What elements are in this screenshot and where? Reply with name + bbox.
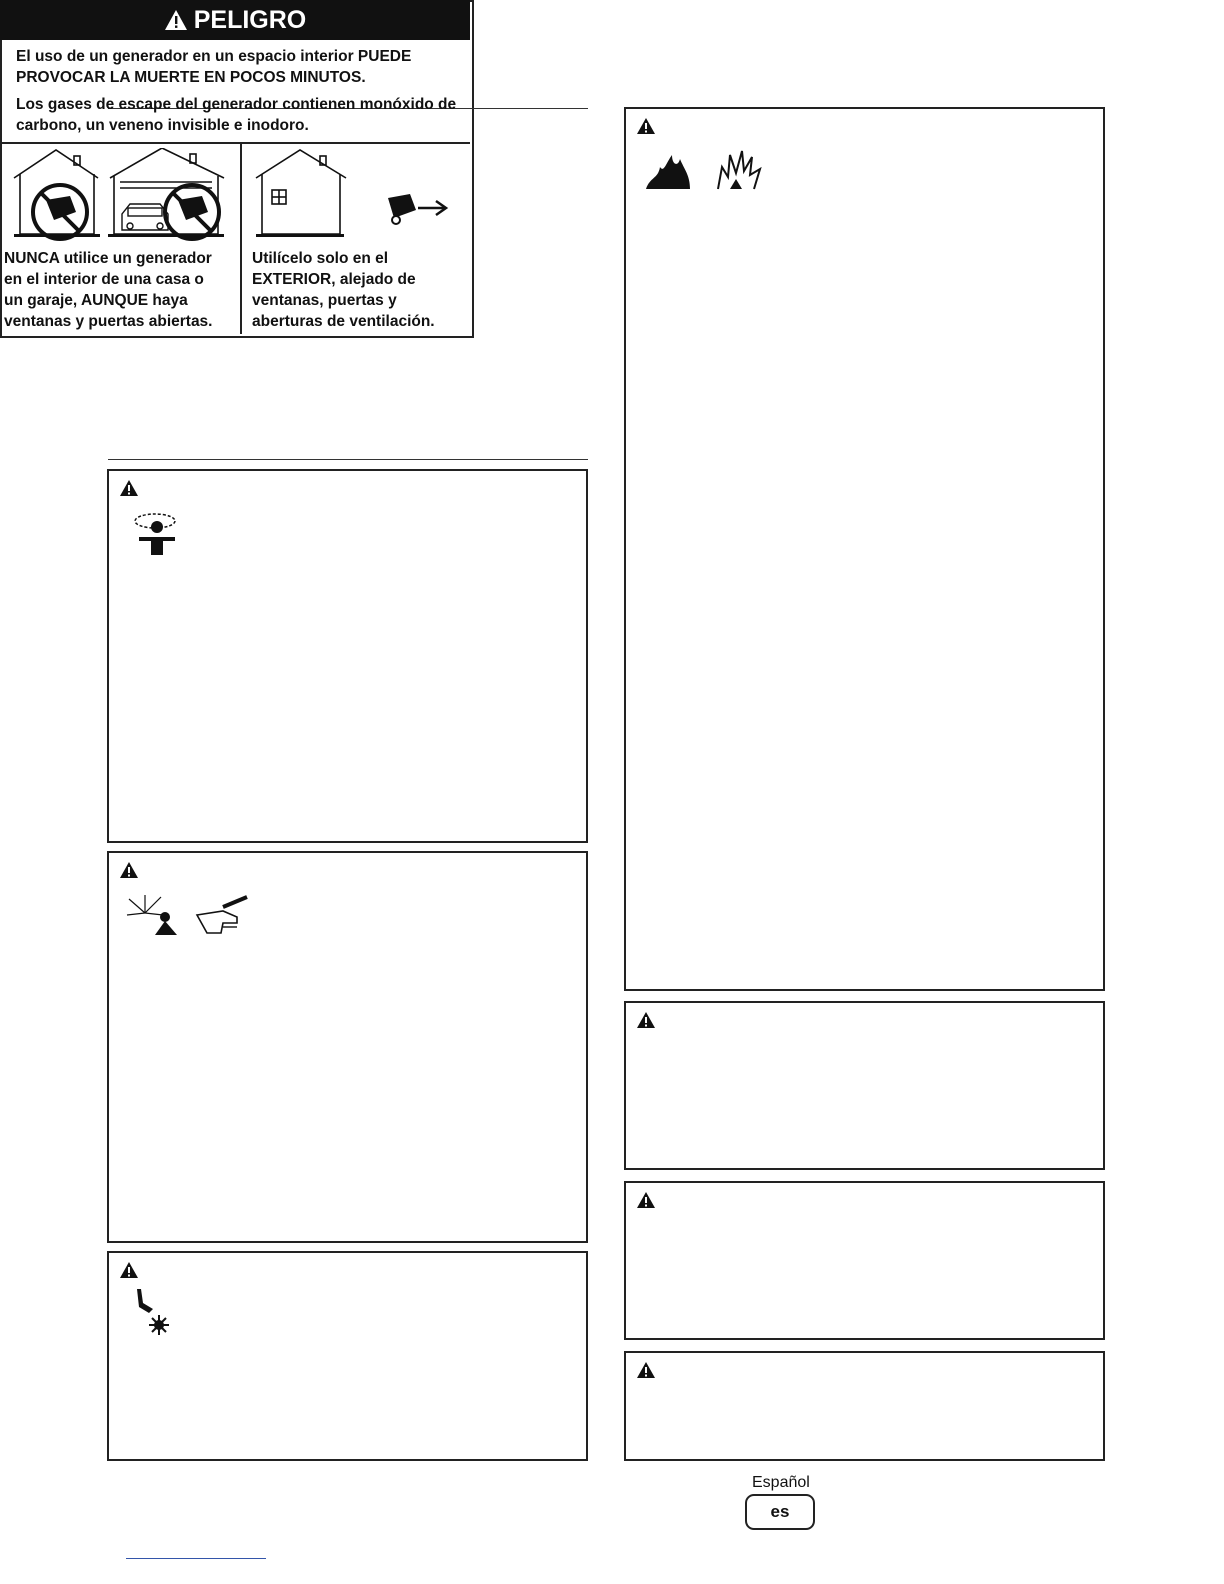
warning-triangle-icon: [636, 1361, 656, 1379]
entanglement-icon: [131, 1287, 175, 1335]
warning-box-fire-explosion: [624, 107, 1105, 991]
warning-box-6: [624, 1181, 1105, 1340]
warning-box-7: [624, 1351, 1105, 1461]
danger-panel: [0, 0, 474, 338]
fire-icon: [644, 149, 694, 193]
language-code-badge: es: [745, 1494, 815, 1530]
acid-burn-icon: [193, 893, 249, 937]
danger-separator: [0, 142, 470, 144]
warning-box-battery: [107, 851, 588, 1243]
toxic-fumes-icon: [131, 511, 187, 557]
warning-triangle-icon: [636, 117, 656, 135]
peligro-bottom-rule: [108, 459, 588, 460]
warning-box-moving-parts: [107, 1251, 588, 1461]
warning-triangle-icon: [636, 1191, 656, 1209]
warning-triangle-icon: [119, 479, 139, 497]
indoor-prohibited-illustration: [10, 148, 238, 244]
outdoor-use-illustration: [250, 148, 466, 244]
warning-triangle-icon: [636, 1011, 656, 1029]
warning-triangle-icon: [119, 1261, 139, 1279]
outdoor-instruction-caption: Utilícelo solo en el EXTERIOR, alejado de ventanas, puertas y aberturas de ventilación.: [252, 250, 435, 330]
language-label: Español: [752, 1474, 810, 1491]
danger-line-1: El uso de un generador en un espacio interior PUEDE PROVOCAR LA MUERTE EN POCOS MINUTOS.: [16, 48, 412, 86]
warning-triangle-icon: [119, 861, 139, 879]
warning-box-5: [624, 1001, 1105, 1170]
blast-icon: [714, 149, 762, 193]
explosion-icon: [125, 893, 181, 937]
indoor-warning-caption: NUNCA utilice un generador en el interior de una casa o un garaje, AUNQUE haya ventanas y puertas abiertas.: [4, 250, 213, 330]
warning-triangle-icon: [164, 9, 188, 31]
danger-header: [0, 0, 470, 40]
footer-link-underline: [126, 1558, 266, 1559]
danger-title: PELIGRO: [193, 5, 307, 34]
danger-divider: [240, 142, 242, 334]
warning-box-toxic-fumes: [107, 469, 588, 843]
danger-line-2: Los gases de escape del generador contienen monóxido de carbono, un veneno invisible e inodoro.: [16, 96, 457, 134]
